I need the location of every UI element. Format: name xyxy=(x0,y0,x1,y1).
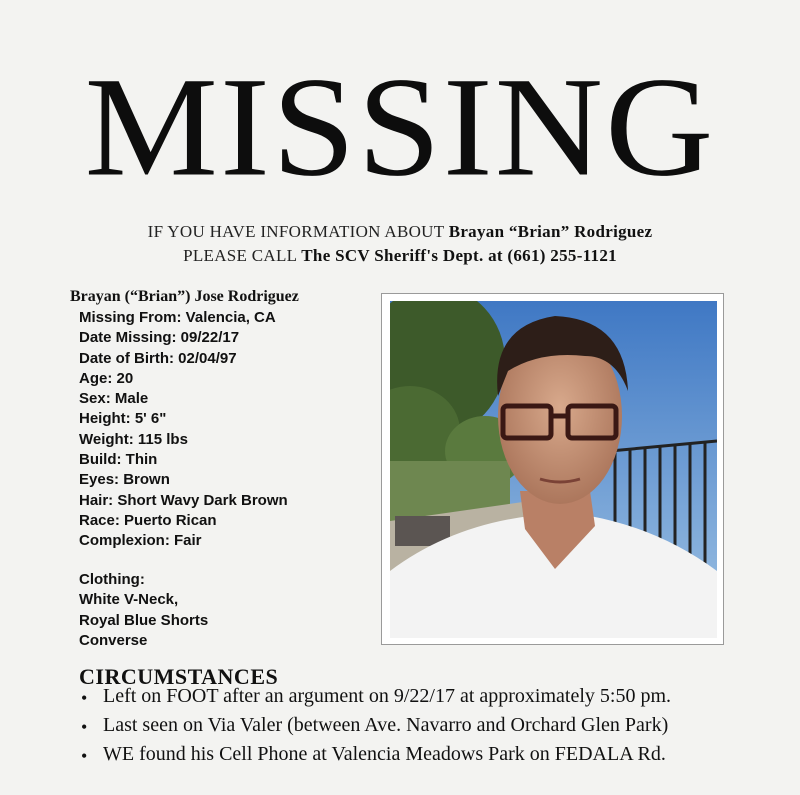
clothing-item: Royal Blue Shorts xyxy=(79,611,209,629)
clothing-label: Clothing: xyxy=(79,571,145,588)
circumstance-text: WE found his Cell Phone at Valencia Meadows Park on FEDALA Rd. xyxy=(103,743,666,765)
photo-image xyxy=(390,301,717,638)
list-item: • WE found his Cell Phone at Valencia Meadows Park on FEDALA Rd. xyxy=(81,743,666,766)
list-item: • Left on FOOT after an argument on 9/22/17 at approximately 5:50 pm. xyxy=(81,685,672,708)
clothing-section xyxy=(79,570,208,651)
detail-row: Race: Puerto Rican xyxy=(79,511,217,529)
call-line xyxy=(0,246,800,266)
poster-title: MISSING xyxy=(84,48,716,206)
detail-row: Hair: Short Wavy Dark Brown xyxy=(79,491,288,509)
detail-row: Date Missing: 09/22/17 xyxy=(79,329,240,347)
detail-row: Age: 20 xyxy=(79,369,134,387)
circumstances-title: CIRCUMSTANCES xyxy=(79,664,279,689)
detail-row: Eyes: Brown xyxy=(79,471,170,489)
detail-row: Date of Birth: 02/04/97 xyxy=(79,349,237,367)
circumstances-list xyxy=(79,685,759,775)
call-prefix: PLEASE CALL xyxy=(183,246,297,265)
info-line xyxy=(0,222,800,242)
circumstance-text: Last seen on Via Valer (between Ave. Navarro and Orchard Glen Park) xyxy=(103,714,669,736)
call-target: The SCV Sheriff's Dept. at (661) 255-1121 xyxy=(301,246,617,265)
clothing-item: White V-Neck, xyxy=(79,591,179,609)
circumstance-text: Left on FOOT after an argument on 9/22/17 at approximately 5:50 pm. xyxy=(103,685,672,707)
detail-row: Weight: 115 lbs xyxy=(79,430,188,448)
clothing-item: Converse xyxy=(79,631,148,649)
detail-row: Sex: Male xyxy=(79,390,149,408)
missing-person-photo xyxy=(381,293,724,645)
detail-row: Build: Thin xyxy=(79,451,158,469)
info-prefix: IF YOU HAVE INFORMATION ABOUT xyxy=(147,222,445,241)
details-list xyxy=(79,308,379,552)
list-item: • Last seen on Via Valer (between Ave. Navarro and Orchard Glen Park) xyxy=(81,714,669,737)
detail-row: Height: 5' 6" xyxy=(79,410,167,428)
info-name: Brayan “Brian” Rodriguez xyxy=(448,222,653,241)
full-name: Brayan (“Brian”) Jose Rodriguez xyxy=(70,288,299,305)
detail-row: Complexion: Fair xyxy=(79,532,202,550)
detail-row: Missing From: Valencia, CA xyxy=(79,309,276,326)
